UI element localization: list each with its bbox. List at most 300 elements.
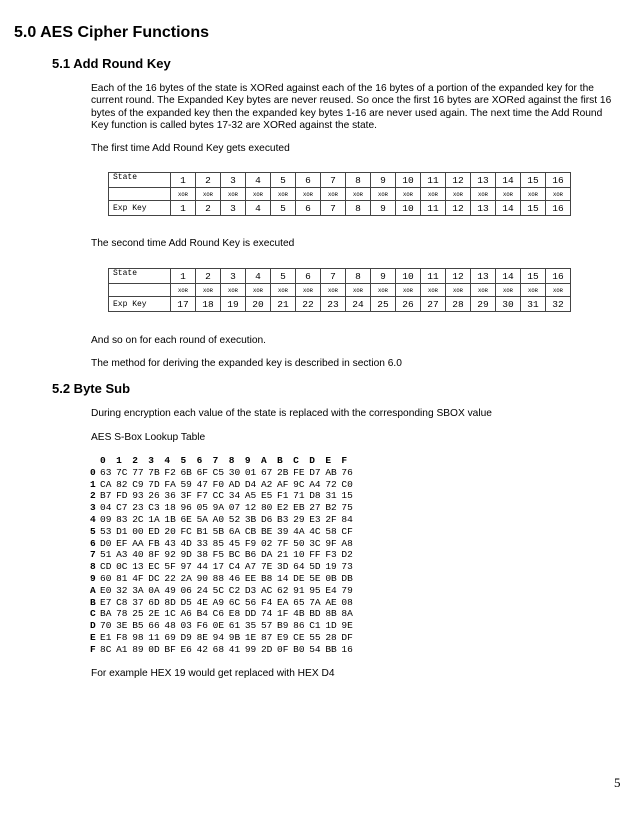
state-byte-cell: 12	[446, 173, 471, 188]
sbox-cell: 12	[244, 502, 257, 514]
sbox-table	[90, 455, 358, 656]
exp-key-label: Exp Key	[109, 297, 171, 312]
sbox-cell: C7	[116, 502, 128, 514]
state-byte-cell: 10	[396, 173, 421, 188]
sbox-cell: B4	[196, 608, 208, 620]
sbox-cell: F2	[164, 466, 176, 478]
sbox-cell: 87	[260, 631, 273, 643]
sbox-row-header: E	[90, 631, 96, 643]
sbox-row-header: 0	[90, 466, 96, 478]
state-byte-cell: 8	[346, 269, 371, 284]
sbox-cell: 8F	[148, 549, 160, 561]
sbox-cell: F7	[196, 490, 208, 502]
state-byte-cell: 11	[421, 269, 446, 284]
sbox-cell: 82	[116, 478, 128, 490]
sbox-cell: FC	[180, 525, 192, 537]
sbox-cell: 0F	[277, 643, 289, 655]
state-byte-cell: 1	[171, 173, 196, 188]
sbox-cell: DD	[244, 608, 257, 620]
sbox-cell: 45	[228, 537, 241, 549]
sbox-cell: 0C	[116, 561, 128, 573]
sbox-cell: E5	[260, 490, 273, 502]
sbox-cell: 81	[116, 572, 128, 584]
sbox-col-header: 9	[244, 455, 251, 466]
sbox-cell: D5	[180, 596, 192, 608]
key-byte-cell: 26	[396, 297, 421, 312]
state-label: State	[109, 269, 171, 284]
sbox-row-header: 9	[90, 572, 96, 584]
sbox-col-header: C	[293, 455, 299, 466]
sbox-cell: AF	[277, 478, 289, 490]
sbox-cell: BE	[260, 525, 273, 537]
sbox-row	[90, 573, 358, 585]
sbox-cell: F0	[212, 478, 225, 490]
state-byte-cell: 4	[246, 269, 271, 284]
sbox-cell: B7	[100, 490, 112, 502]
sbox-cell: 6C	[228, 596, 241, 608]
sbox-cell: C8	[116, 596, 128, 608]
second-time-caption: The second time Add Round Key is executed	[91, 238, 295, 249]
key-byte-cell: 2	[196, 201, 221, 216]
sbox-cell: 22	[164, 572, 176, 584]
sbox-cell: 58	[325, 525, 337, 537]
state-byte-cell: 5	[271, 173, 296, 188]
sbox-cell: 98	[132, 631, 144, 643]
sbox-cell: 2B	[277, 466, 289, 478]
sbox-cell: 7D	[148, 478, 160, 490]
state-byte-cell: 3	[221, 173, 246, 188]
sbox-cell: B6	[244, 549, 257, 561]
state-byte-cell: 5	[271, 269, 296, 284]
sbox-cell: 9E	[341, 620, 353, 632]
sbox-cell: 6A	[228, 525, 241, 537]
xor-op-cell: XOR	[521, 188, 546, 201]
sbox-cell: AE	[325, 596, 337, 608]
sbox-cell: B8	[260, 572, 273, 584]
key-byte-cell: 1	[171, 201, 196, 216]
sbox-cell: A7	[244, 561, 257, 573]
first-time-caption: The first time Add Round Key gets executed	[91, 143, 290, 154]
sbox-cell: 95	[309, 584, 321, 596]
sbox-cell: 64	[293, 561, 305, 573]
sbox-cell: EE	[244, 572, 257, 584]
sbox-cell: 1B	[164, 513, 176, 525]
sbox-cell: 79	[341, 584, 353, 596]
sbox-row-header: A	[90, 584, 96, 596]
sbox-cell: F1	[277, 490, 289, 502]
key-byte-cell: 5	[271, 201, 296, 216]
sbox-cell: 9B	[228, 631, 241, 643]
sbox-row-header: 6	[90, 537, 96, 549]
xor-op-cell: XOR	[221, 188, 246, 201]
sbox-cell: 6B	[180, 466, 192, 478]
sbox-cell: 92	[164, 549, 176, 561]
state-byte-cell: 1	[171, 269, 196, 284]
expanded-key-row	[109, 297, 571, 312]
sbox-caption: AES S-Box Lookup Table	[91, 432, 206, 443]
sbox-cell: 06	[180, 584, 192, 596]
key-byte-cell: 31	[521, 297, 546, 312]
sbox-cell: 6E	[180, 513, 192, 525]
xor-op-cell: XOR	[246, 188, 271, 201]
sbox-cell: 07	[228, 502, 241, 514]
sbox-cell: 2F	[325, 513, 337, 525]
sbox-cell: 9C	[293, 478, 305, 490]
key-byte-cell: 18	[196, 297, 221, 312]
key-byte-cell: 32	[546, 297, 571, 312]
key-byte-cell: 21	[271, 297, 296, 312]
state-byte-cell: 6	[296, 269, 321, 284]
sbox-cell: 04	[100, 502, 112, 514]
sbox-cell: D8	[309, 490, 321, 502]
sbox-cell: 73	[341, 561, 353, 573]
sbox-cell: A1	[116, 643, 128, 655]
sbox-cell: B3	[277, 513, 289, 525]
sbox-cell: F3	[325, 549, 337, 561]
xor-op-cell: XOR	[521, 284, 546, 297]
sbox-cell: EC	[148, 561, 160, 573]
sbox-cell: 5A	[196, 513, 208, 525]
sbox-cell: E8	[228, 608, 241, 620]
sbox-cell: D7	[309, 466, 321, 478]
state-byte-cell: 10	[396, 269, 421, 284]
sbox-cell: A4	[309, 478, 321, 490]
sbox-cell: 9F	[325, 537, 337, 549]
and-so-on-text: And so on for each round of execution.	[91, 335, 267, 346]
sbox-row	[90, 467, 358, 479]
sbox-cell: 75	[341, 502, 353, 514]
sbox-cell: 80	[260, 502, 273, 514]
sbox-cell: 09	[100, 513, 112, 525]
sbox-cell: 30	[228, 466, 241, 478]
sbox-row	[90, 597, 358, 609]
sbox-cell: 94	[212, 631, 225, 643]
sbox-cell: FF	[309, 549, 321, 561]
sbox-cell: 1F	[277, 608, 289, 620]
state-byte-cell: 2	[196, 269, 221, 284]
sbox-cell: 36	[164, 490, 176, 502]
sbox-cell: 4C	[309, 525, 321, 537]
sbox-cell: CC	[212, 490, 225, 502]
sbox-col-header: 7	[212, 455, 219, 466]
sbox-cell: 3B	[244, 513, 257, 525]
sbox-cell: 5F	[164, 561, 176, 573]
xor-op-cell: XOR	[246, 284, 271, 297]
sbox-col-header: 0	[100, 455, 106, 466]
sbox-cell: F5	[212, 549, 225, 561]
sbox-cell: 52	[228, 513, 241, 525]
sbox-cell: 55	[309, 631, 321, 643]
state-byte-cell: 4	[246, 173, 271, 188]
byte-sub-paragraph: During encryption each value of the state is replaced with the corresponding SBOX value	[91, 408, 492, 419]
state-byte-cell: 3	[221, 269, 246, 284]
sbox-cell: 76	[341, 466, 353, 478]
sbox-cell: 21	[277, 549, 289, 561]
sbox-cell: 72	[325, 478, 337, 490]
sbox-cell: 59	[180, 478, 192, 490]
sbox-row	[90, 490, 358, 502]
sbox-cell: CA	[100, 478, 112, 490]
sbox-cell: E6	[180, 643, 192, 655]
key-byte-cell: 29	[471, 297, 496, 312]
xor-op-cell: XOR	[196, 284, 221, 297]
sbox-cell: 49	[164, 584, 176, 596]
sbox-cell: C1	[309, 620, 321, 632]
sbox-cell: 69	[164, 631, 176, 643]
xor-op-cell: XOR	[296, 188, 321, 201]
xor-row-label-cell	[109, 284, 171, 297]
sbox-cell: 17	[212, 561, 225, 573]
sbox-cell: C6	[212, 608, 225, 620]
sbox-cell: 86	[293, 620, 305, 632]
sbox-row-header: 5	[90, 525, 96, 537]
key-byte-cell: 17	[171, 297, 196, 312]
sbox-cell: 3C	[309, 537, 321, 549]
xor-op-cell: XOR	[421, 188, 446, 201]
sbox-cell: E4	[325, 584, 337, 596]
sbox-col-header: 2	[132, 455, 138, 466]
sbox-cell: 53	[100, 525, 112, 537]
sbox-row-header: F	[90, 643, 96, 655]
sbox-cell: 1C	[164, 608, 176, 620]
key-byte-cell: 6	[296, 201, 321, 216]
sbox-cell: E3	[309, 513, 321, 525]
sbox-cell: 15	[341, 490, 353, 502]
sbox-cell: 46	[228, 572, 241, 584]
sbox-cell: 8C	[100, 643, 112, 655]
key-byte-cell: 22	[296, 297, 321, 312]
sbox-cell: 5D	[309, 561, 321, 573]
sbox-cell: B2	[325, 502, 337, 514]
key-byte-cell: 11	[421, 201, 446, 216]
state-byte-cell: 13	[471, 269, 496, 284]
sbox-cell: EB	[293, 502, 305, 514]
sbox-cell: 54	[309, 643, 321, 655]
sbox-cell: 50	[293, 537, 305, 549]
sbox-cell: 10	[293, 549, 305, 561]
sbox-cell: E2	[277, 502, 289, 514]
sbox-cell: D9	[180, 631, 192, 643]
sbox-cell: 24	[196, 584, 208, 596]
xor-op-cell: XOR	[471, 188, 496, 201]
sbox-cell: 7C	[116, 466, 128, 478]
sbox-cell: 8B	[325, 608, 337, 620]
sbox-cell: 44	[196, 561, 208, 573]
sbox-col-header: 3	[148, 455, 154, 466]
sbox-cell: 3F	[180, 490, 192, 502]
sbox-cell: FE	[293, 466, 305, 478]
sbox-cell: EA	[277, 596, 289, 608]
xor-op-cell: XOR	[321, 188, 346, 201]
sbox-cell: FA	[164, 478, 176, 490]
sbox-cell: 1A	[148, 513, 160, 525]
sbox-cell: 90	[196, 572, 208, 584]
sbox-cell: D6	[260, 513, 273, 525]
sbox-cell: 40	[132, 549, 144, 561]
sbox-row	[90, 538, 358, 550]
key-byte-cell: 9	[371, 201, 396, 216]
key-byte-cell: 28	[446, 297, 471, 312]
sbox-cell: 1D	[325, 620, 337, 632]
state-row	[109, 173, 571, 188]
xor-op-cell: XOR	[396, 188, 421, 201]
xor-op-cell: XOR	[421, 284, 446, 297]
key-byte-cell: 24	[346, 297, 371, 312]
sbox-cell: 13	[132, 561, 144, 573]
sbox-cell: BB	[325, 643, 337, 655]
sbox-cell: BF	[164, 643, 176, 655]
sbox-cell: 4F	[132, 572, 144, 584]
sbox-cell: 70	[100, 620, 112, 632]
sbox-col-header: A	[260, 455, 267, 466]
sbox-cell: 0A	[148, 584, 160, 596]
subsection-title-byte-sub: 5.2 Byte Sub	[52, 381, 131, 396]
state-byte-cell: 9	[371, 173, 396, 188]
sbox-col-header: 1	[116, 455, 122, 466]
sbox-cell: 35	[244, 620, 257, 632]
sbox-cell: 3D	[277, 561, 289, 573]
sbox-cell: 78	[116, 608, 128, 620]
expanded-key-row	[109, 201, 571, 216]
sbox-cell: 2D	[260, 643, 273, 655]
sbox-cell: D0	[100, 537, 112, 549]
xor-op-cell: XOR	[271, 284, 296, 297]
sbox-cell: A6	[180, 608, 192, 620]
xor-op-cell: XOR	[371, 284, 396, 297]
xor-op-cell: XOR	[346, 284, 371, 297]
sbox-col-header: 4	[164, 455, 171, 466]
sbox-cell: 7F	[277, 537, 289, 549]
xor-table-first	[108, 172, 571, 216]
sbox-cell: 96	[180, 502, 192, 514]
sbox-row-header: 8	[90, 561, 96, 573]
sbox-cell: 47	[196, 478, 208, 490]
sbox-cell: 8D	[164, 596, 176, 608]
sbox-cell: BA	[100, 608, 112, 620]
sbox-cell: C4	[228, 561, 241, 573]
state-byte-cell: 13	[471, 173, 496, 188]
sbox-cell: A8	[341, 537, 353, 549]
sbox-cell: 9A	[212, 502, 225, 514]
sbox-row-header: B	[90, 596, 96, 608]
sbox-cell: 00	[132, 525, 144, 537]
xor-op-cell: XOR	[171, 188, 196, 201]
sbox-cell: 33	[196, 537, 208, 549]
state-byte-cell: 8	[346, 173, 371, 188]
key-byte-cell: 23	[321, 297, 346, 312]
state-byte-cell: 6	[296, 173, 321, 188]
sbox-cell: F8	[116, 631, 128, 643]
key-byte-cell: 25	[371, 297, 396, 312]
sbox-cell: B1	[196, 525, 208, 537]
sbox-cell: 63	[100, 466, 112, 478]
sbox-cell: 61	[228, 620, 241, 632]
xor-op-cell: XOR	[296, 284, 321, 297]
sbox-col-header: 8	[228, 455, 235, 466]
sbox-cell: 0D	[148, 643, 160, 655]
sbox-cell: DF	[341, 631, 353, 643]
sbox-col-header: D	[309, 455, 315, 466]
sbox-cell: CB	[244, 525, 257, 537]
sbox-cell: 43	[164, 537, 176, 549]
sbox-row-header: 4	[90, 513, 96, 525]
sbox-cell: 11	[148, 631, 160, 643]
sbox-col-header: E	[325, 455, 332, 466]
sbox-col-header: 6	[196, 455, 203, 466]
key-byte-cell: 10	[396, 201, 421, 216]
state-byte-cell: 2	[196, 173, 221, 188]
sbox-cell: ED	[148, 525, 160, 537]
sbox-cell: 2C	[132, 513, 144, 525]
sbox-row-header: C	[90, 608, 96, 620]
sbox-cell: 5B	[212, 525, 225, 537]
sbox-cell: C5	[212, 466, 225, 478]
xor-row	[109, 284, 571, 297]
xor-op-cell: XOR	[496, 284, 521, 297]
sbox-cell: 28	[325, 631, 337, 643]
xor-op-cell: XOR	[546, 188, 571, 201]
sbox-cell: E0	[100, 584, 112, 596]
sbox-cell: 31	[325, 490, 337, 502]
sbox-cell: 19	[325, 561, 337, 573]
sbox-cell: DB	[341, 572, 353, 584]
exp-key-label: Exp Key	[109, 201, 171, 216]
sbox-row	[90, 608, 358, 620]
sbox-row	[90, 644, 358, 656]
sbox-cell: C3	[148, 502, 160, 514]
key-byte-cell: 15	[521, 201, 546, 216]
sbox-cell: 48	[164, 620, 176, 632]
sbox-cell: 8A	[341, 608, 353, 620]
sbox-cell: C0	[341, 478, 353, 490]
sbox-cell: D3	[244, 584, 257, 596]
state-row	[109, 269, 571, 284]
sbox-cell: 71	[293, 490, 305, 502]
sbox-cell: A5	[244, 490, 257, 502]
sbox-cell: 88	[212, 572, 225, 584]
sbox-cell: 89	[132, 643, 144, 655]
xor-op-cell: XOR	[446, 284, 471, 297]
sbox-cell: 01	[244, 466, 257, 478]
key-byte-cell: 20	[246, 297, 271, 312]
sbox-cell: F9	[244, 537, 257, 549]
sbox-cell: 74	[260, 608, 273, 620]
sbox-cell: 20	[164, 525, 176, 537]
sbox-row	[90, 561, 358, 573]
sbox-cell: 4E	[196, 596, 208, 608]
sbox-cell: 03	[180, 620, 192, 632]
sbox-cell: 4D	[180, 537, 192, 549]
sbox-cell: 6D	[148, 596, 160, 608]
sbox-cell: AB	[325, 466, 337, 478]
sbox-cell: BC	[228, 549, 241, 561]
sbox-cell: 38	[196, 549, 208, 561]
sbox-cell: 93	[132, 490, 144, 502]
sbox-cell: E9	[277, 631, 289, 643]
xor-op-cell: XOR	[196, 188, 221, 201]
sbox-cell: 51	[100, 549, 112, 561]
sbox-cell: FB	[148, 537, 160, 549]
sbox-cell: A9	[212, 596, 225, 608]
sbox-cell: 0B	[325, 572, 337, 584]
xor-table-body	[109, 269, 571, 312]
sbox-cell: 65	[293, 596, 305, 608]
key-byte-cell: 7	[321, 201, 346, 216]
key-byte-cell: 3	[221, 201, 246, 216]
xor-op-cell: XOR	[546, 284, 571, 297]
sbox-row	[90, 514, 358, 526]
sbox-cell: 1E	[244, 631, 257, 643]
